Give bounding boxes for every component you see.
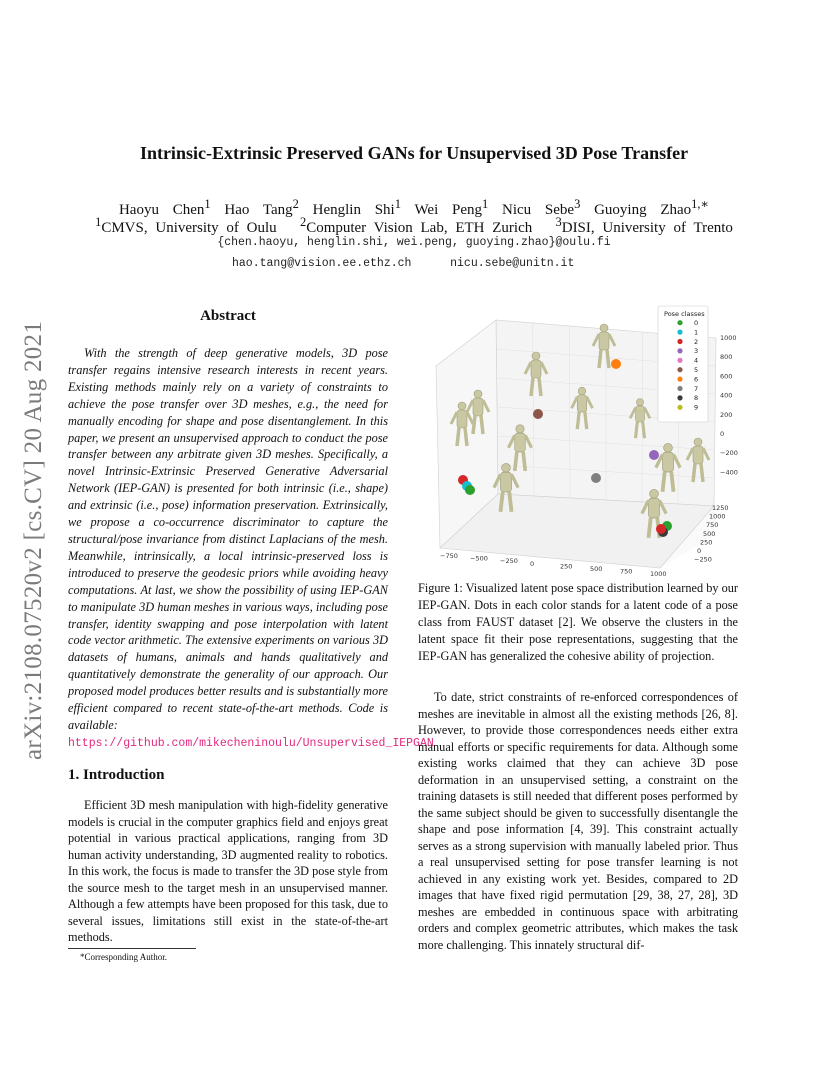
legend-label: 4	[694, 356, 699, 365]
y-tick-label: 500	[703, 529, 716, 538]
abstract-heading: Abstract	[200, 308, 256, 324]
z-tick-label: 400	[720, 391, 733, 400]
latent-point	[465, 485, 475, 495]
paper-title: Intrinsic-Extrinsic Preserved GANs for Unsupervised 3D Pose Transfer	[139, 143, 689, 163]
email-line: {chen.haoyu, henglin.shi, wei.peng, guoying.zhao}@oulu.fi	[217, 236, 611, 249]
latent-point	[533, 409, 543, 419]
affiliation: $^2$Computer Vision Lab, ETH Zurich	[299, 215, 533, 236]
latent-point	[591, 473, 601, 483]
legend-marker	[677, 330, 682, 335]
section-heading: 1. Introduction	[68, 767, 165, 783]
footnote-rule	[68, 948, 196, 949]
x-tick-label: −500	[470, 554, 488, 563]
legend-label: 0	[694, 319, 699, 327]
figure-latent-space	[418, 304, 740, 580]
x-tick-label: 0	[530, 559, 535, 568]
legend-label: 9	[694, 403, 699, 412]
y-tick-label: 1250	[712, 504, 729, 512]
x-tick-label: 250	[560, 562, 573, 571]
z-tick-label: 200	[720, 410, 733, 419]
legend-label: 1	[694, 328, 699, 337]
latent-point	[611, 359, 621, 369]
author: Henglin Shi$^1$	[312, 197, 401, 218]
z-tick-label: 0	[720, 430, 725, 438]
legend-marker	[677, 339, 682, 344]
footnote: *Corresponding Author.	[80, 952, 167, 962]
z-tick-label: 800	[720, 353, 733, 362]
z-tick-label: −200	[720, 449, 738, 458]
author: Nicu Sebe$^3$	[502, 197, 581, 218]
author: Haoyu Chen$^1$	[118, 197, 211, 218]
latent-point	[656, 524, 666, 534]
z-tick-label: −400	[720, 468, 738, 477]
body-paragraph: To date, strict constraints of re-enforced correspondences of meshes are inevitable in almost all the existing methods [26, 8]. However, to provide those correspondences needs either extra manual efforts or specific requirements for data. Although some existing works claimed that they can achieve 3D pose deformation in an unsupervised setting, a constraint on the training datasets is still needed that different poses performed by the same subject should be given to successfully disentangle the shape and pose information [4, 39]. This constraint actually serves as a strong supervision with manually labeled prior. Thus a real unsupervised setting for pose transfer learning is not achieved in any existing work yet. Besides, compared to 2D images that have fixed rigid permutation [29, 38, 27, 28], 3D meshes are embedded in continuous space with arbitrating orders and complex geometric attributes, which makes the task more challenging. This innately structural dif-	[418, 690, 738, 952]
latent-point	[649, 450, 659, 460]
legend-label: 8	[694, 394, 699, 403]
arxiv-stamp: arXiv:2108.07520v2 [cs.CV] 20 Aug 2021	[20, 320, 47, 760]
y-tick-label: 0	[697, 547, 702, 555]
legend-marker	[677, 405, 682, 410]
y-tick-label: −250	[694, 555, 712, 564]
x-tick-label: −750	[440, 552, 458, 560]
legend-marker	[677, 395, 682, 400]
legend-marker	[677, 377, 682, 382]
legend-label: 6	[694, 375, 699, 384]
legend-marker	[677, 386, 682, 391]
abstract-body: With the strength of deep generative models, 3D pose transfer regains intensive research interests in recent years. Existing methods mainly rely on a variety of constraints to achieve the pose transfer over 3D meshes, e.g., the need for manually encoding for shape and pose disentanglement. In this paper, we present an unsupervised approach to conduct the pose transfer between any arbitrate given 3D meshes. Specifically, a novel Intrinsic-Extrinsic Preserved Generative Adversarial Network (IEP-GAN) is presented for both intrinsic (i.e., shape) and extrinsic (i.e., pose) information preservation. Extrinsically, we propose a co-occurrence discriminator to capture the structural/pose invariance from distinct Laplacians of the mesh. Meanwhile, intrinsically, a local intrinsic-preserved loss is introduced to preserve the geodesic priors while avoiding heavy computations. At last, we show the possibility of using IEP-GAN to manipulate 3D human meshes in various ways, including pose transfer, identity swapping and pose interpolation with latent code vector arithmetic. The extensive experiments on various 3D datasets of humans, animals and hands qualitatively and quantitatively demonstrate the generality of our approach. Our proposed model produces better results and is substantially more efficient compared to recent state-of-the-art methods. Code is available: https://github.com/mikecheninoulu/Unsupervised_IEPGAN	[68, 346, 434, 750]
affiliation: $^3$DISI, University of Trento	[555, 215, 733, 236]
x-tick-label: −250	[500, 557, 518, 566]
y-tick-label: 1000	[709, 512, 726, 521]
code-link[interactable]: https://github.com/mikecheninoulu/Unsupervised_IEPGAN	[68, 736, 434, 750]
chart-legend	[658, 306, 708, 422]
figure-plot	[418, 304, 740, 580]
x-tick-label: 1000	[650, 570, 667, 579]
legend-label: 3	[694, 347, 699, 356]
legend-label: 7	[694, 384, 699, 393]
legend-marker	[677, 367, 682, 372]
legend-label: 2	[694, 337, 699, 346]
author: Wei Peng$^1$	[414, 197, 489, 218]
z-tick-label: 1000	[720, 334, 737, 342]
legend-marker	[677, 358, 682, 363]
email-line: hao.tang@vision.ee.ethz.ch nicu.sebe@unitn.it	[232, 257, 575, 270]
legend-marker	[677, 348, 682, 353]
intro-paragraph: Efficient 3D mesh manipulation with high-fidelity generative models is crucial in the computer graphics field and enjoys great potential in various practical applications, ranging from 3D human activity understanding, 3D augmented reality to robotics. In this work, the focus is made to transfer the 3D pose style from the source mesh to the target mesh in an unsupervised manner. Although a few attempts have been proposed for this task, due to several issues, limitations still exist in the state-of-the-art methods.	[68, 798, 388, 944]
y-tick-label: 750	[706, 521, 719, 530]
y-tick-label: 250	[700, 538, 713, 547]
legend-marker	[677, 320, 682, 325]
affiliation-list	[0, 215, 828, 237]
affiliation: $^1$CMVS, University of Oulu	[95, 215, 277, 236]
legend-title: Pose classes	[664, 310, 705, 318]
author: Guoying Zhao$^{1,∗}$	[594, 197, 710, 218]
figure-caption: Figure 1: Visualized latent pose space distribution learned by our IEP-GAN. Dots in each color stands for a latent code of a pose class from FAUST dataset [2]. We observe the clusters in the latent space fit their pose representations, suggesting that the IEP-GAN has generalized the cohesive ability of projection.	[418, 581, 738, 663]
x-tick-label: 500	[590, 565, 603, 573]
x-tick-label: 750	[620, 567, 633, 576]
author: Hao Tang$^2$	[224, 197, 299, 218]
z-tick-label: 600	[720, 372, 733, 381]
legend-label: 5	[694, 366, 699, 374]
